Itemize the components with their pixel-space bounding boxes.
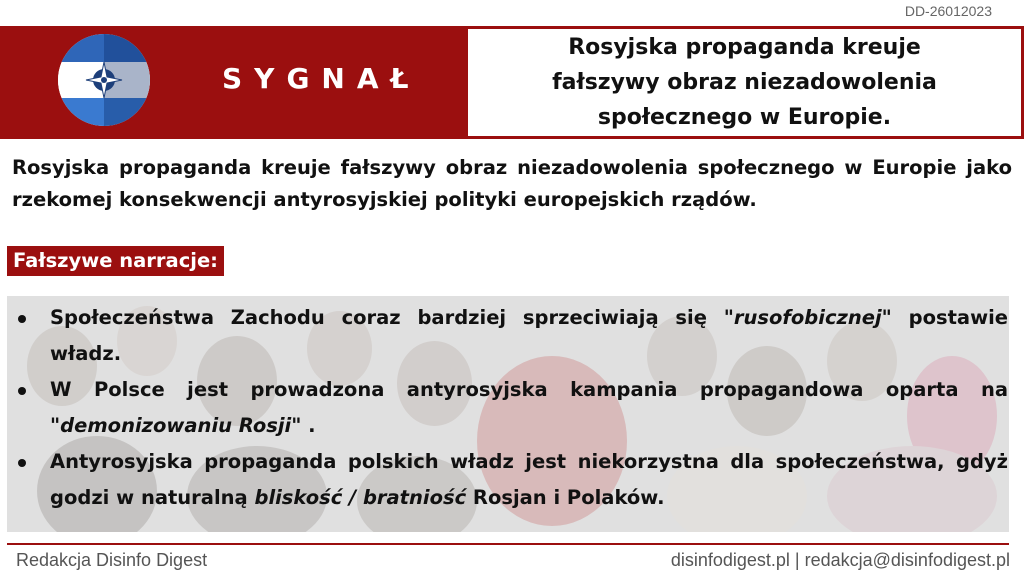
list-item: Antyrosyjska propaganda polskich władz jest niekorzystna dla społeczeństwa, gdyż godzi w naturalną bliskość / bratniość Rosjan i Polaków. [12, 444, 1008, 516]
header-title-box [468, 29, 1021, 136]
list-item: W Polsce jest prowadzona antyrosyjska kampania propagandowa oparta na "demonizowaniu Rosji" . [12, 372, 1008, 444]
signal-label: SYGNAŁ [222, 62, 421, 95]
bullet-dot [18, 459, 26, 467]
footer-editorial: Redakcja Disinfo Digest [16, 550, 208, 570]
footer-contact: disinfodigest.pl | redakcja@disinfodigest.pl [670, 550, 1010, 570]
nato-compass-icon [84, 60, 124, 100]
page-title: Rosyjska propaganda kreuje fałszywy obraz niezadowolenia społecznego w Europie. [552, 35, 937, 130]
bullet-dot [18, 315, 26, 323]
header-banner [0, 26, 1024, 139]
footer-divider [7, 543, 1009, 545]
header-left-panel [0, 26, 468, 139]
intro-paragraph: Rosyjska propaganda kreuje fałszywy obraz niezadowolenia społecznego w Europie jako rzekomej konsekwencji antyrosyjskiej polityki europejskich rządów. [12, 156, 1012, 211]
list-item: Społeczeństwa Zachodu coraz bardziej sprzeciwiają się "rusofobicznej" postawie władz. [12, 300, 1008, 372]
bullet-dot [18, 387, 26, 395]
narratives-heading: Fałszywe narracje: [7, 246, 224, 276]
narratives-list [12, 300, 1008, 516]
document-id: DD-26012023 [904, 3, 992, 19]
nato-logo [58, 34, 150, 126]
